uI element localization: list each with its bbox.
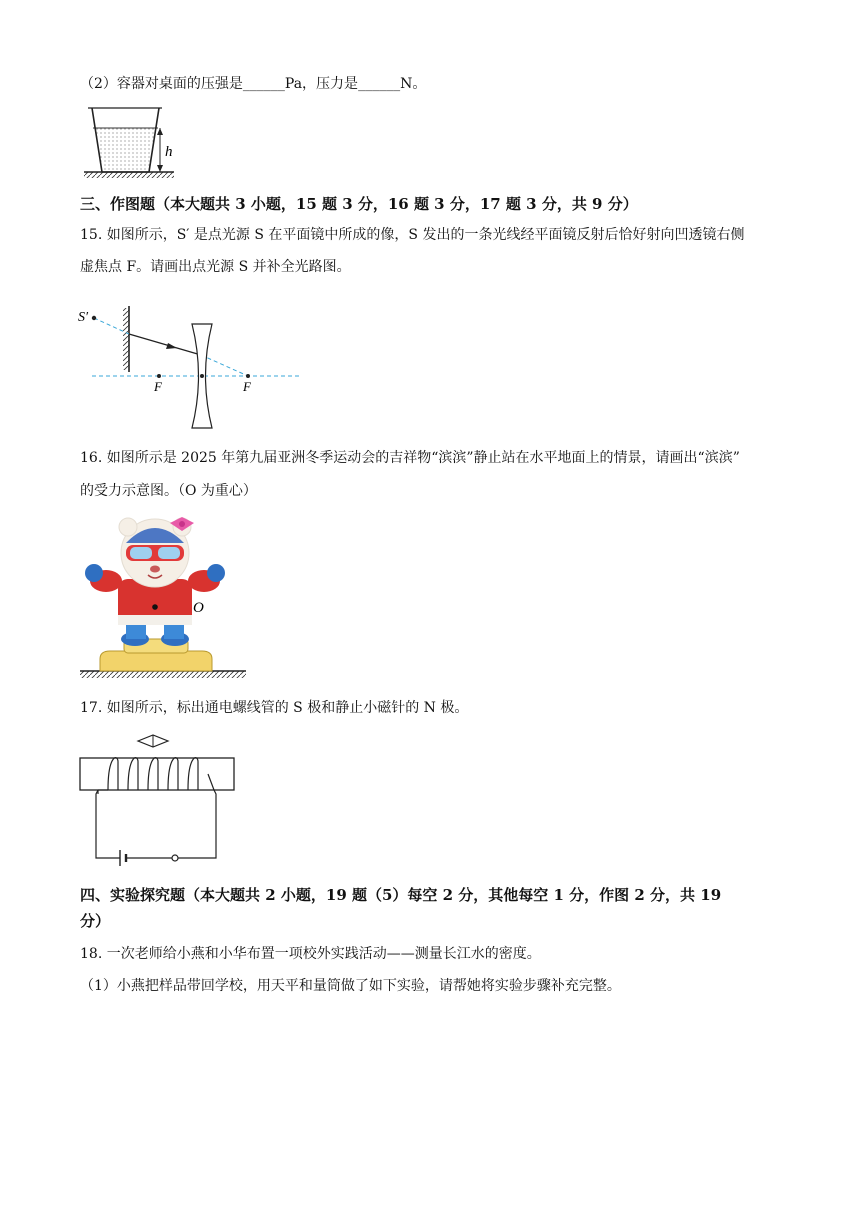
mascot-figure (80, 515, 250, 680)
water-fill (96, 128, 155, 172)
optics-figure (78, 296, 308, 431)
image-point (92, 316, 96, 320)
switch-contact (172, 855, 178, 861)
q18-text-line2: （1）小燕把样品带回学校，用天平和量筒做了如下实验，请帮她将实验步骤补充完整。 (80, 978, 621, 994)
answer-blank-force[interactable]: ______ (358, 76, 401, 92)
q14-part2-unit2: N。 (400, 76, 427, 92)
center-of-gravity-point (152, 604, 158, 610)
container-figure (80, 100, 190, 184)
q16-text-line1: 16. 如图所示是 2025 年第九届亚洲冬季运动会的吉祥物“滨滨”静止站在水平地面上的情景，请画出“滨滨” (80, 450, 740, 466)
reflected-ray (129, 334, 201, 355)
q18-text-line1: 18. 一次老师给小燕和小华布置一项校外实践活动——测量长江水的密度。 (80, 946, 541, 962)
q15-text-line1: 15. 如图所示，S′ 是点光源 S 在平面镜中所成的像，S 发出的一条光线经平面镜反射后恰好射向凹透镜右侧 (80, 227, 745, 243)
section4-heading-line1: 四、实验探究题（本大题共 2 小题，19 题（5）每空 2 分，其他每空 1 分，作图 2 分，共 19 (80, 886, 722, 904)
label-f-left: F (154, 379, 162, 394)
q16-text-line2: 的受力示意图。（O 为重心） (80, 483, 257, 499)
section4-heading-line2: 分） (80, 912, 111, 930)
circuit-wire-left (96, 790, 120, 858)
q14-part2-prefix: （2）容器对桌面的压强是 (80, 76, 243, 92)
solenoid-figure (78, 734, 240, 866)
q14-part2-unit1: Pa，压力是 (284, 76, 359, 92)
answer-blank-pressure[interactable]: ______ (242, 76, 285, 92)
solenoid-core (80, 758, 234, 790)
label-h: h (165, 144, 173, 160)
q14-part2-text (80, 73, 426, 95)
q17-text: 17. 如图所示，标出通电螺线管的 S 极和静止小磁针的 N 极。 (80, 700, 469, 716)
q15-text-line2: 虚焦点 F。请画出点光源 S 并补全光路图。 (80, 259, 351, 275)
label-o: O (193, 600, 204, 616)
label-f-right: F (243, 379, 251, 394)
section3-heading: 三、作图题（本大题共 3 小题，15 题 3 分，16 题 3 分，17 题 3 分，共 9 分） (80, 195, 638, 213)
label-s-prime: S′ (78, 310, 89, 325)
